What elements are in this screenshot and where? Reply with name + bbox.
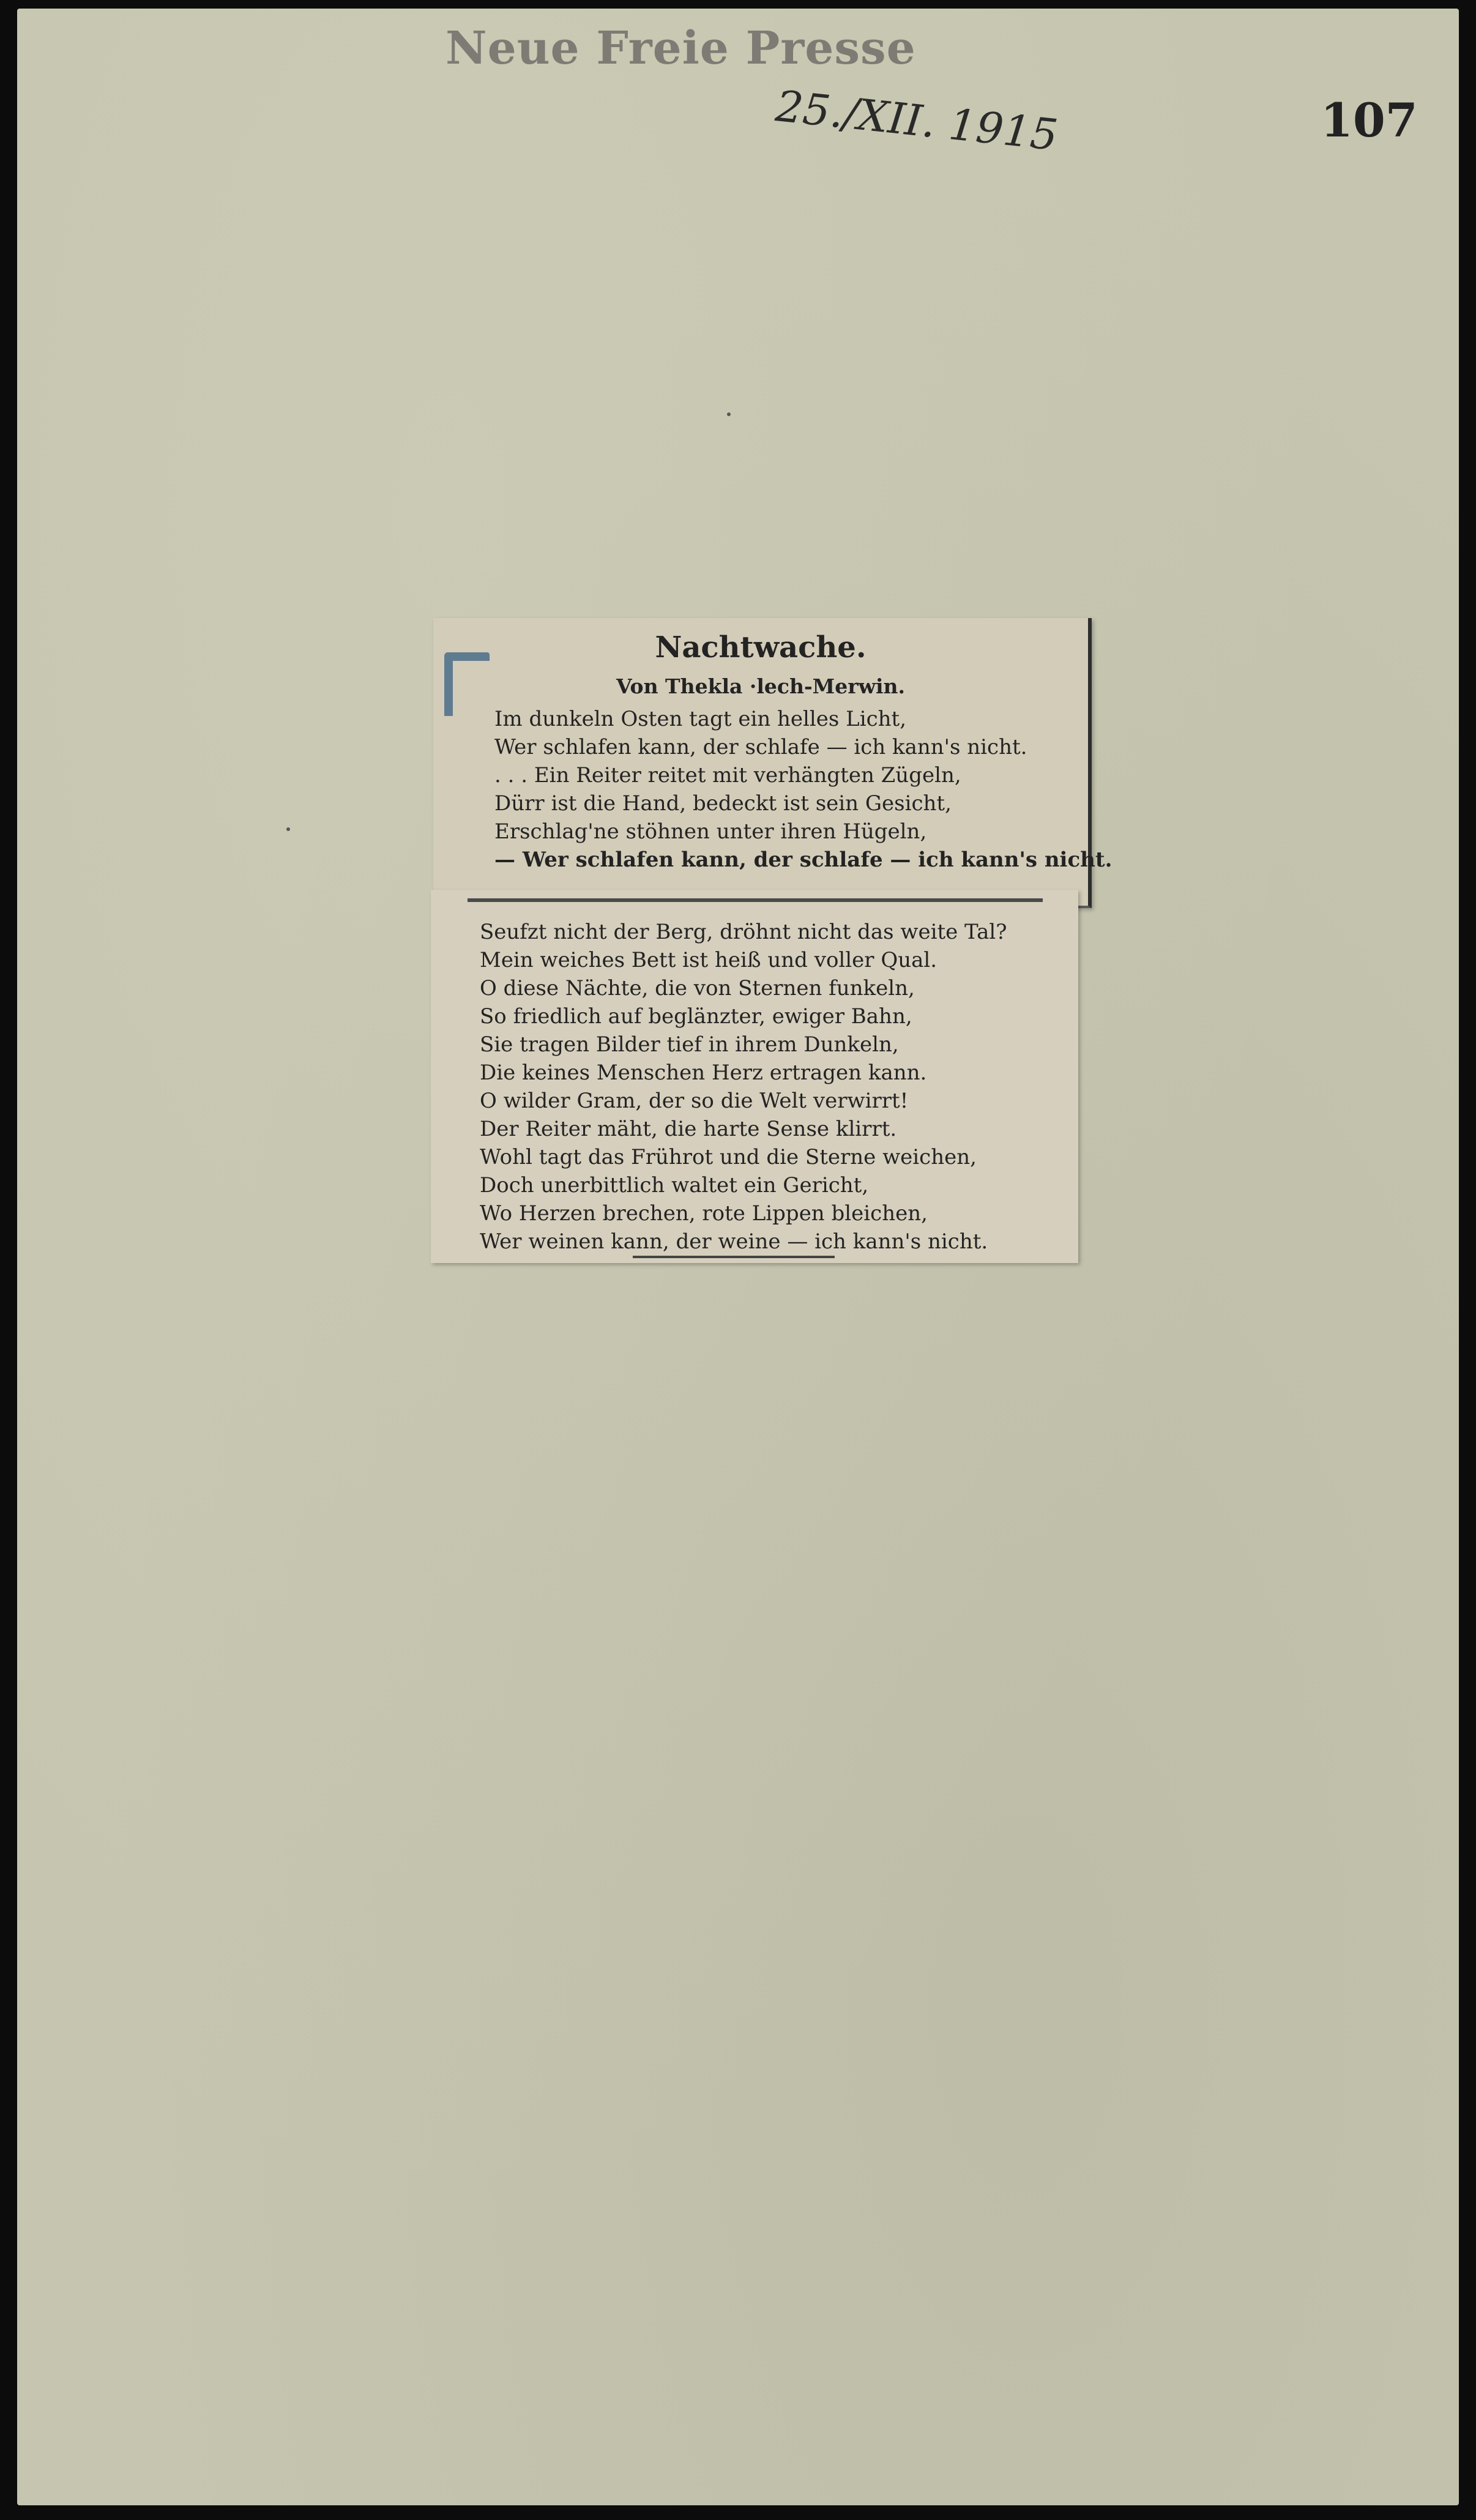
poem-line: Mein weiches Bett ist heiß und voller Qual. bbox=[480, 948, 937, 972]
poem-line: Der Reiter mäht, die harte Sense klirrt. bbox=[480, 1117, 897, 1141]
poem-line: Sie tragen Bilder tief in ihrem Dunkeln, bbox=[480, 1032, 899, 1057]
poem-line: . . . Ein Reiter reitet mit verhängten Zügeln, bbox=[494, 763, 961, 788]
poem-line: Wer weinen kann, der weine — ich kann's nicht. bbox=[480, 1229, 988, 1254]
poem-line: — Wer schlafen kann, der schlafe — ich kann's nicht. bbox=[494, 848, 1113, 872]
stanza-1 bbox=[494, 705, 1112, 874]
end-rule bbox=[633, 1256, 835, 1258]
poem-line: O diese Nächte, die von Sternen funkeln, bbox=[480, 976, 915, 1001]
paper-speck bbox=[286, 827, 290, 831]
newspaper-stamp: Neue Freie Presse bbox=[445, 22, 916, 75]
poem-line: Die keines Menschen Herz ertragen kann. bbox=[480, 1061, 927, 1085]
poem-line: So friedlich auf beglänzter, ewiger Bahn, bbox=[480, 1004, 912, 1029]
paper-speck bbox=[727, 412, 731, 416]
page-number: 107 bbox=[1321, 93, 1418, 147]
poem-line: Wer schlafen kann, der schlafe — ich kann's nicht. bbox=[494, 735, 1027, 759]
poem-line: Wo Herzen brechen, rote Lippen bleichen, bbox=[480, 1201, 928, 1226]
handwritten-date: 25./XII. 1915 bbox=[773, 81, 1060, 161]
poem-line: Wohl tagt das Frührot und die Sterne weichen, bbox=[480, 1145, 977, 1169]
poem-line: O wilder Gram, der so die Welt verwirrt! bbox=[480, 1089, 909, 1113]
poem-line: Dürr ist die Hand, bedeckt ist sein Gesicht, bbox=[494, 791, 952, 816]
archive-sheet bbox=[17, 9, 1459, 2505]
stanza-2 bbox=[480, 918, 1007, 1256]
poem-line: Erschlag'ne stöhnen unter ihren Hügeln, bbox=[494, 819, 927, 844]
poem-line: Doch unerbittlich waltet ein Gericht, bbox=[480, 1173, 869, 1198]
poem-title: Nachtwache. bbox=[655, 630, 867, 665]
poem-line: Im dunkeln Osten tagt ein helles Licht, bbox=[494, 707, 907, 731]
clipping-top bbox=[433, 618, 1113, 908]
clipping-bottom bbox=[431, 890, 1078, 1263]
poem-author: Von Thekla ·lech-Merwin. bbox=[616, 674, 906, 698]
column-rule bbox=[468, 898, 1043, 902]
poem-line: Seufzt nicht der Berg, dröhnt nicht das weite Tal? bbox=[480, 920, 1007, 944]
